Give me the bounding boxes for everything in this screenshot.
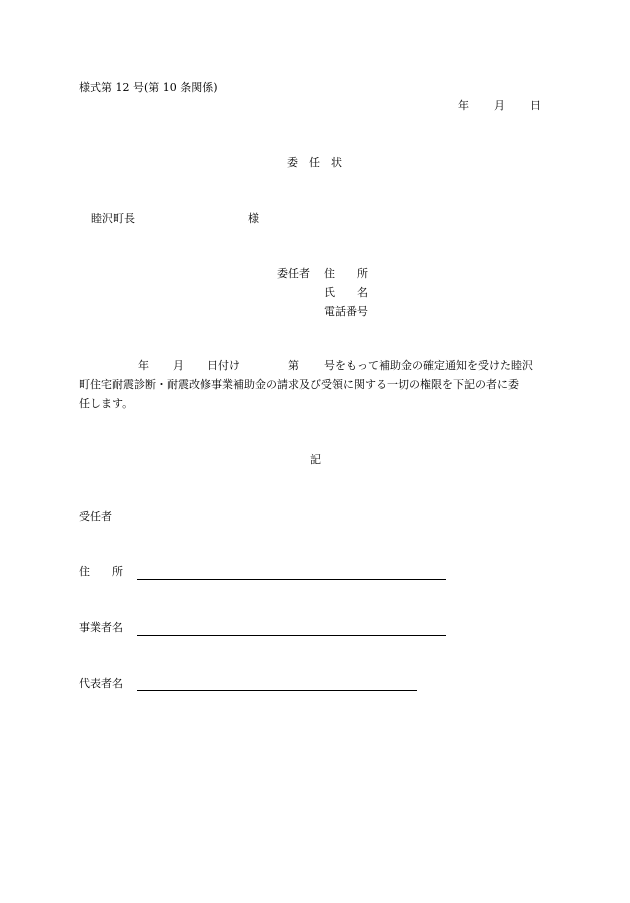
body-line3: 任します。 xyxy=(79,397,134,410)
delegatee-address-label: 住 所 xyxy=(79,565,123,578)
delegatee-address-line xyxy=(137,579,446,580)
body-line2: 町住宅耐震診断・耐震改修事業補助金の請求及び受領に関する一切の権限を下記の者に委 xyxy=(79,378,519,391)
delegatee-representative-label: 代表者名 xyxy=(79,677,123,690)
body-month: 月 xyxy=(173,359,184,372)
body-year: 年 xyxy=(138,359,149,372)
delegator-phone-label: 電話番号 xyxy=(324,305,368,318)
delegatee-company-label: 事業者名 xyxy=(79,621,123,634)
date-year-label: 年 xyxy=(458,99,469,112)
body-number-prefix: 第 xyxy=(288,359,299,372)
ki-heading: 記 xyxy=(310,453,321,466)
addressee-name: 睦沢町長 xyxy=(91,212,135,225)
delegator-label: 委任者 xyxy=(277,267,310,280)
form-number: 様式第 12 号(第 10 条関係) xyxy=(79,81,218,94)
delegator-name-label: 氏 名 xyxy=(324,286,368,299)
body-line1-rest: 号をもって補助金の確定通知を受けた睦沢 xyxy=(324,359,533,372)
date-day-label: 日 xyxy=(530,99,541,112)
addressee-honorific: 様 xyxy=(248,212,259,225)
document-title: 委 任 状 xyxy=(287,156,342,169)
delegator-address-label: 住 所 xyxy=(324,267,368,280)
delegatee-company-line xyxy=(137,635,446,636)
delegatee-representative-line xyxy=(137,690,417,691)
body-dated: 日付け xyxy=(207,359,240,372)
delegatee-label: 受任者 xyxy=(79,510,112,523)
date-month-label: 月 xyxy=(494,99,505,112)
